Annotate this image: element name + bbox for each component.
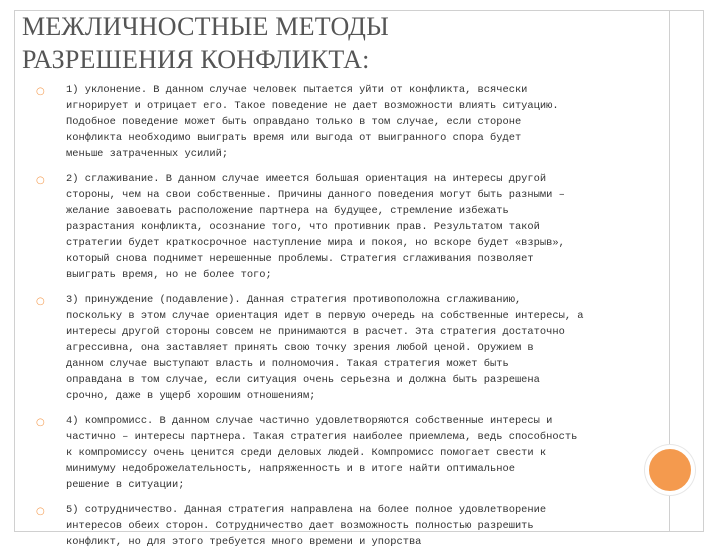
list-item: [36, 82, 616, 162]
list-item-line: который снова поднимет нерешенные проблемы. Стратегия сглаживания позволяет: [66, 253, 534, 265]
list-item-line: интересов обеих сторон. Сотрудничество дает возможность полностью разрешить: [66, 520, 534, 532]
list-item-line: к компромиссу очень ценится среди деловых людей. Компромисс помогает свести к: [66, 447, 547, 459]
list-item-line: данном случае выступают власть и полномочия. Такая стратегия может быть: [66, 358, 509, 370]
list-item-line: минимуму недоброжелательность, напряженность и в итоге найти оптимальное: [66, 463, 515, 475]
list-item-line: меньше затраченных усилий;: [66, 148, 229, 160]
list-item-line: конфликт, но для этого требуется много времени и упорства: [66, 536, 422, 548]
orange-circle-icon: [645, 445, 695, 495]
list-item-line: разрастания конфликта, осознание того, что противник прав. Результатом такой: [66, 221, 540, 233]
list-item-line: стороны, чем на свои собственные. Причины данного поведения могут быть разными –: [66, 189, 565, 201]
list-item-line: частично – интересы партнера. Такая стратегия наиболее приемлема, ведь способность: [66, 431, 578, 443]
list-item: [36, 502, 616, 550]
circle-bullet-icon: ○: [36, 506, 45, 517]
list-item-line: оправдана в том случае, если ситуация очень серьезна и должна быть разрешена: [66, 374, 540, 386]
list-item-line: игнорирует и отрицает его. Такое поведение не дает возможности влиять ситуацию.: [66, 100, 559, 112]
list-item-line: поскольку в этом случае ориентация идет в первую очередь на собственные интересы, а: [66, 310, 584, 322]
list-item-line: конфликта необходимо выиграть время или выгода от выигранного спора будет: [66, 132, 522, 144]
circle-bullet-icon: ○: [36, 417, 45, 428]
list-item-line: решение в ситуации;: [66, 479, 185, 491]
list-item-line: стратегии будет краткосрочное наступление мира и покоя, но вскоре будет «взрыв»,: [66, 237, 565, 249]
page-title: [22, 10, 389, 76]
title-line-1: МЕЖЛИЧНОСТНЫЕ МЕТОДЫ: [22, 12, 389, 41]
title-line-2: РАЗРЕШЕНИЯ КОНФЛИКТА:: [22, 45, 370, 74]
list-item-line: выиграть время, но не более того;: [66, 269, 272, 281]
list-item-line: 2) сглаживание. В данном случае имеется большая ориентация на интересы другой: [66, 173, 547, 185]
circle-bullet-icon: ○: [36, 175, 45, 186]
list-item-line: 3) принуждение (подавление). Данная стратегия противоположна сглаживанию,: [66, 294, 522, 306]
list-item: [36, 171, 616, 283]
list-item-line: желание завоевать расположение партнера на будущее, стремление избежать: [66, 205, 509, 217]
list-item-line: 5) сотрудничество. Данная стратегия направлена на более полное удовлетворение: [66, 504, 547, 516]
list-item-line: 4) компромисс. В данном случае частично удовлетворяются собственные интересы и: [66, 415, 553, 427]
list-item: [36, 292, 616, 404]
list-item: [36, 413, 616, 493]
list-item-line: 1) уклонение. В данном случае человек пытается уйти от конфликта, всячески: [66, 84, 528, 96]
bullet-list: [36, 82, 616, 559]
list-item-line: агрессивна, она заставляет принять свою точку зрения любой ценой. Оружием в: [66, 342, 534, 354]
circle-bullet-icon: ○: [36, 86, 45, 97]
list-item-line: срочно, даже в ущерб хорошим отношениям;: [66, 390, 316, 402]
list-item-line: Подобное поведение может быть оправдано только в том случае, если стороне: [66, 116, 522, 128]
circle-bullet-icon: ○: [36, 296, 45, 307]
list-item-line: интересы другой стороны совсем не принимаются в расчет. Эта стратегия достаточно: [66, 326, 565, 338]
